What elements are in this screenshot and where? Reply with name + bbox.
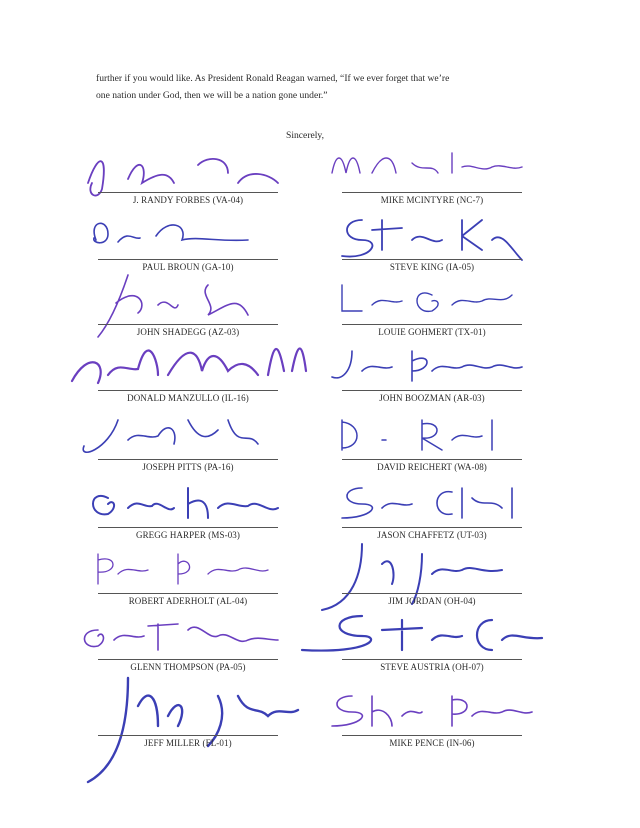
handwritten-signature-austria xyxy=(322,610,542,670)
signature-block-jordan xyxy=(342,566,522,606)
signature-block-manzullo xyxy=(98,363,278,403)
signatory-name: JOHN SHADEGG (AZ-03) xyxy=(136,327,240,337)
signature-block-thompson xyxy=(98,632,278,672)
signature-block-mcintyre xyxy=(342,165,522,205)
letter-paragraph xyxy=(96,70,566,104)
signatory-name: JOHN BOOZMAN (AR-03) xyxy=(379,393,485,403)
handwritten-signature-aderholt xyxy=(78,544,298,604)
signature-block-pence xyxy=(342,708,522,748)
signatory-name: MIKE MCINTYRE (NC-7) xyxy=(380,195,484,205)
handwritten-signature-mcintyre xyxy=(322,143,542,203)
handwritten-signature-pitts xyxy=(78,410,298,470)
handwritten-signature-reichert xyxy=(322,410,542,470)
letter-line-1: further if you would like. As President Ronald Reagan warned, “If we ever forget that we’re xyxy=(96,73,450,84)
signatory-name: GREGG HARPER (MS-03) xyxy=(135,530,240,540)
signature-block-reichert xyxy=(342,432,522,472)
signature-block-gohmert xyxy=(342,297,522,337)
handwritten-signature-manzullo xyxy=(78,341,318,401)
handwritten-signature-chaffetz xyxy=(322,478,542,538)
handwritten-signature-thompson xyxy=(78,610,298,670)
signatory-name: JASON CHAFFETZ (UT-03) xyxy=(377,530,487,540)
signatory-name: DAVID REICHERT (WA-08) xyxy=(377,462,487,472)
signatory-name: MIKE PENCE (IN-06) xyxy=(389,738,475,748)
signatory-name: J. RANDY FORBES (VA-04) xyxy=(132,195,244,205)
signature-block-chaffetz xyxy=(342,500,522,540)
handwritten-signature-harper xyxy=(78,478,298,538)
handwritten-signature-gohmert xyxy=(322,275,542,335)
signatory-name: JEFF MILLER (FL-01) xyxy=(144,738,232,748)
handwritten-signature-broun xyxy=(78,210,298,270)
signatory-name: LOUIE GOHMERT (TX-01) xyxy=(378,327,486,337)
signature-block-boozman xyxy=(342,363,522,403)
closing-salutation: Sincerely, xyxy=(286,130,325,141)
signature-block-pitts xyxy=(98,432,278,472)
signature-block-austria xyxy=(342,632,522,672)
signatory-name: ROBERT ADERHOLT (AL-04) xyxy=(128,596,248,606)
signature-block-forbes xyxy=(98,165,278,205)
signatory-name: GLENN THOMPSON (PA-05) xyxy=(130,662,246,672)
signature-block-aderholt xyxy=(98,566,278,606)
signature-block-harper xyxy=(98,500,278,540)
signatory-name: JOSEPH PITTS (PA-16) xyxy=(142,462,234,472)
signatory-name: PAUL BROUN (GA-10) xyxy=(142,262,234,272)
handwritten-signature-forbes xyxy=(78,143,298,203)
handwritten-signature-pence xyxy=(322,686,542,746)
signature-block-shadegg xyxy=(98,297,278,337)
signatory-name: STEVE KING (IA-05) xyxy=(389,262,475,272)
signatory-name: DONALD MANZULLO (IL-16) xyxy=(127,393,249,403)
signatory-name: JIM JORDAN (OH-04) xyxy=(388,596,476,606)
signatory-name: STEVE AUSTRIA (OH-07) xyxy=(380,662,484,672)
letter-line-2: one nation under God, then we will be a nation gone under.” xyxy=(96,90,328,101)
signature-block-miller xyxy=(98,708,278,748)
signature-block-broun xyxy=(98,232,278,272)
handwritten-signature-boozman xyxy=(322,341,542,401)
signature-block-king xyxy=(342,232,522,272)
